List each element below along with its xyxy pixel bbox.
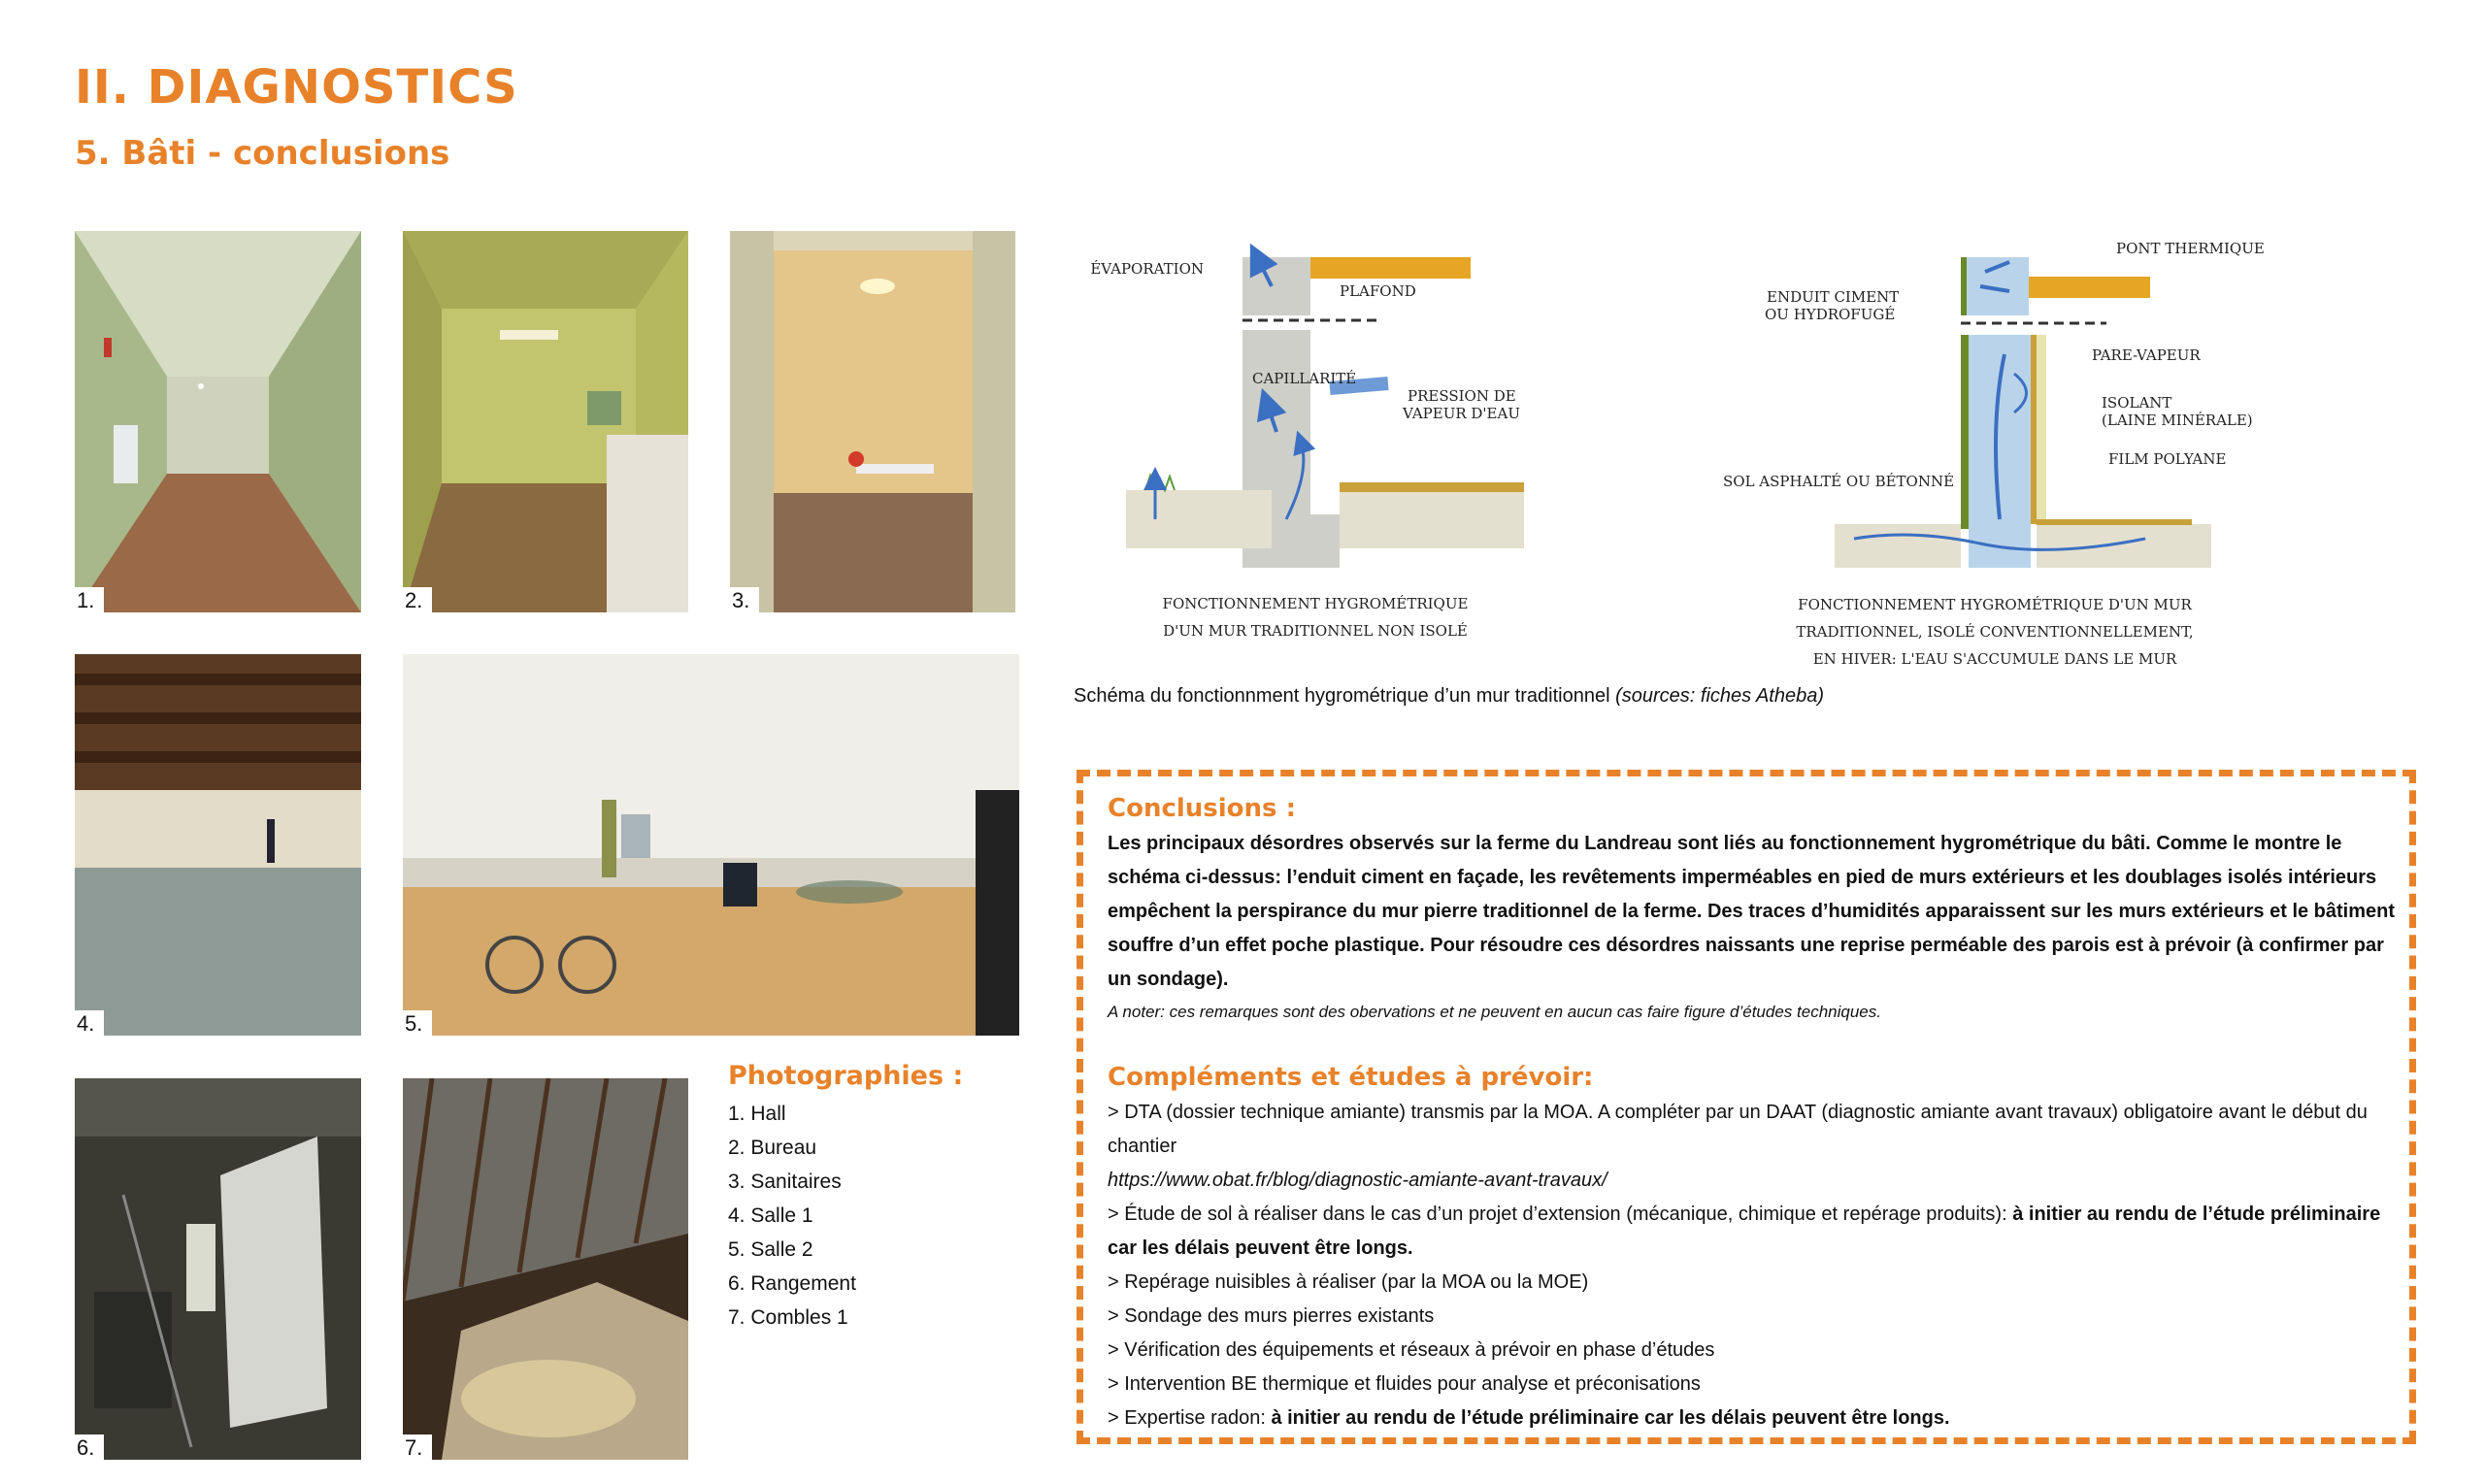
label-enduit-2: OU HYDROFUGÉ — [1765, 306, 1896, 323]
hygrometric-diagram — [1077, 228, 2281, 675]
list-item: 5. Salle 2 — [728, 1238, 813, 1261]
page-title: II. DIAGNOSTICS — [75, 60, 518, 115]
label-pression-1: PRESSION DE — [1408, 387, 1516, 405]
label-film-polyane: FILM POLYANE — [2108, 450, 2227, 468]
complement-radon — [1108, 1402, 2408, 1435]
label-capillarite: CAPILLARITÉ — [1252, 370, 1357, 387]
diagram-caption-source: (sources: fiches Atheba) — [1615, 685, 1825, 707]
list-item: 3. Sanitaires — [728, 1171, 842, 1193]
complement-sondage: > Sondage des murs pierres existants — [1108, 1305, 1435, 1327]
photo-number: 7. — [403, 1435, 432, 1460]
label-isolant-1: ISOLANT — [2102, 394, 2172, 412]
diagram-caption-text: Schéma du fonctionnment hygrométrique d’un mur traditionnel — [1074, 685, 1616, 707]
photo-salle-2 — [403, 654, 1019, 1036]
photo-number: 1. — [75, 587, 104, 612]
radon-text: > Expertise radon: — [1108, 1407, 1272, 1429]
photo-number: 6. — [75, 1435, 104, 1460]
complement-dta-link[interactable] — [1108, 1164, 2408, 1198]
salle2-photo-image — [403, 654, 1019, 1036]
etude-sol-emphasis: à initier au rendu de l’étude préliminaire car les délais peuvent être longs. — [1108, 1204, 2381, 1259]
photo-bureau — [403, 231, 688, 612]
complement-etude-sol — [1108, 1198, 2408, 1266]
sanitaires-photo-image — [730, 231, 1015, 612]
photo-number: 4. — [75, 1010, 104, 1036]
label-evaporation: ÉVAPORATION — [1090, 260, 1204, 278]
list-item: 6. Rangement — [728, 1272, 856, 1295]
right-diagram-caption-3: EN HIVER: L'EAU S'ACCUMULE DANS LE MUR — [1812, 650, 2177, 668]
conclusions-note: A noter: ces remarques sont des obervations et ne peuvent en aucun cas faire figure d’études techniques. — [1108, 1003, 1881, 1021]
photo-salle-1 — [75, 654, 361, 1036]
left-diagram-caption-1: FONCTIONNEMENT HYGROMÉTRIQUE — [1162, 595, 1469, 612]
right-diagram-caption-1: FONCTIONNEMENT HYGROMÉTRIQUE D'UN MUR — [1798, 596, 2192, 613]
diagram-caption — [1074, 685, 1824, 708]
right-diagram-caption-2: TRADITIONNEL, ISOLÉ CONVENTIONNELLEMENT, — [1796, 623, 2194, 641]
label-isolant-2: (LAINE MINÉRALE) — [2102, 412, 2253, 429]
list-item: 7. Combles 1 — [728, 1306, 848, 1329]
bureau-photo-image — [403, 231, 688, 612]
list-item: 1. Hall — [728, 1103, 786, 1125]
label-sol: SOL ASPHALTÉ OU BÉTONNÉ — [1723, 473, 1955, 490]
dta-link[interactable]: https://www.obat.fr/blog/diagnostic-amiante-avant-travaux/ — [1108, 1170, 1607, 1191]
salle1-photo-image — [75, 654, 361, 1036]
radon-emphasis: à initier au rendu de l’étude préliminaire car les délais peuvent être longs. — [1271, 1407, 1950, 1429]
label-pare-vapeur: PARE-VAPEUR — [2092, 346, 2201, 364]
photo-number: 5. — [403, 1010, 432, 1036]
hall-photo-image — [75, 231, 361, 612]
complement-verification: > Vérification des équipements et réseaux à prévoir en phase d’études — [1108, 1339, 1715, 1361]
photo-sanitaires — [730, 231, 1015, 612]
label-pression-2: VAPEUR D'EAU — [1403, 405, 1520, 422]
complement-dta: > DTA (dossier technique amiante) transmis par la MOA. A compléter par un DAAT (diagnostic amiante avant travaux) obligatoire avant le début du chantier — [1108, 1102, 2368, 1157]
combles-photo-image — [403, 1078, 688, 1460]
photo-hall — [75, 231, 361, 612]
complements-heading: Compléments et études à prévoir: — [1108, 1063, 1594, 1092]
photo-number: 3. — [730, 587, 759, 612]
conclusions-heading: Conclusions : — [1108, 794, 1296, 823]
list-item: 4. Salle 1 — [728, 1204, 813, 1227]
rangement-photo-image — [75, 1078, 361, 1460]
left-diagram-caption-2: D'UN MUR TRADITIONNEL NON ISOLÉ — [1163, 622, 1468, 640]
photo-combles-1 — [403, 1078, 688, 1460]
photo-rangement — [75, 1078, 361, 1460]
list-item: 2. Bureau — [728, 1137, 817, 1159]
conclusions-text: Les principaux désordres observés sur la ferme du Landreau sont liés au fonctionnement hygrométrique du bâti. Comme le montre le schéma ci-dessus: l’enduit ciment en façade, les revêtements imperméables en pied de murs extérieurs et les doublages isolés intérieurs empêchent la perspirance du mur pierre traditionnel de la ferme. Des traces d’humidités apparaissent sur les murs extérieurs et le bâtiment souffre d’un effet poche plastique. Pour résoudre ces désordres naissants une reprise perméable des parois est à prévoir (à confirmer par un sondage). — [1108, 833, 2396, 990]
conclusions-box — [1077, 770, 2416, 1444]
photo-legend-list — [728, 1097, 963, 1335]
photo-number: 2. — [403, 587, 432, 612]
label-enduit-1: ENDUIT CIMENT — [1767, 288, 1900, 306]
label-plafond: PLAFOND — [1340, 282, 1416, 300]
complement-intervention: > Intervention BE thermique et fluides pour analyse et préconisations — [1108, 1373, 1701, 1395]
label-pont-thermique: PONT THERMIQUE — [2116, 240, 2265, 257]
page-subtitle: 5. Bâti - conclusions — [75, 134, 450, 173]
left-wall-diagram — [1090, 257, 1524, 640]
right-wall-diagram — [1723, 240, 2265, 668]
photo-legend-heading: Photographies : — [728, 1061, 964, 1091]
etude-sol-text: > Étude de sol à réaliser dans le cas d’un projet d’extension (mécanique, chimique et repérage produits): — [1108, 1204, 2013, 1225]
complement-nuisibles: > Repérage nuisibles à réaliser (par la MOA ou la MOE) — [1108, 1271, 1589, 1293]
photo-legend — [728, 1061, 963, 1335]
